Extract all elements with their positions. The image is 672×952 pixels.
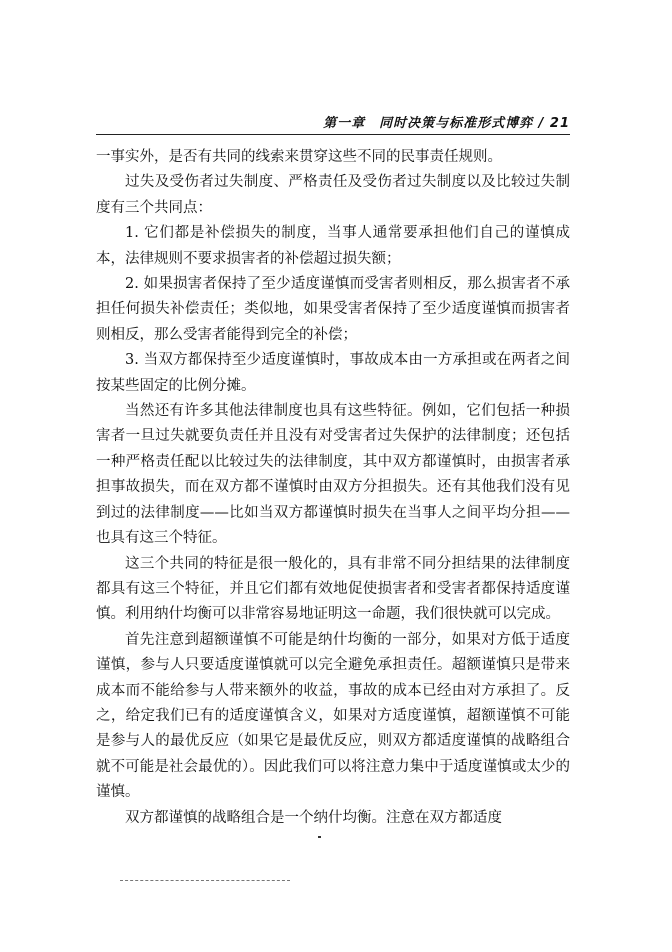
list-item: 2. 如果损害者保持了至少适度谨慎而受害者则相反，那么损害者不承担任何损失补偿责任；类似地，如果受害者保持了至少适度谨慎而损害者则相反，那么受害者能得到完全的补偿； — [96, 276, 570, 343]
list-item: 3. 当双方都保持至少适度谨慎时，事故成本由一方承担或在两者之间按某些固定的比例分摊。 — [96, 352, 570, 394]
scan-artifact-line — [120, 880, 290, 881]
paragraph: 这三个共同的特征是很一般化的，具有非常不同分担结果的法律制度都具有这三个特征，并且它们都有效地促使损害者和受害者都保持适度谨慎。利用纳什均衡可以非常容易地证明这一命题，我们很快就可以完成。 — [96, 555, 570, 623]
running-header — [96, 112, 570, 134]
chapter-running-head: 第一章 同时决策与标准形式博弈 / 21 — [323, 116, 570, 131]
list-item: 1. 它们都是补偿损失的制度，当事人通常要承担他们自己的谨慎成本，法律规则不要求损害者的补偿超过损失额； — [96, 225, 570, 267]
paragraph: 双方都谨慎的战略组合是一个纳什均衡。注意在双方都适度 — [125, 809, 502, 826]
page-body — [96, 145, 570, 831]
paragraph-continuation: 一事实外，是否有共同的线索来贯穿这些不同的民事责任规则。 — [96, 149, 502, 165]
paragraph: 过失及受伤者过失制度、严格责任及受伤者过失制度以及比较过失制度有三个共同点： — [96, 174, 570, 216]
scan-speck — [318, 836, 321, 838]
header-rule — [96, 134, 570, 135]
paragraph: 首先注意到超额谨慎不可能是纳什均衡的一部分，如果对方低于适度谨慎，参与人只要适度谨慎就可以完全避免承担责任。超额谨慎只是带来成本而不能给参与人带来额外的收益，事故的成本已经由对方承担了。反之，给定我们已有的适度谨慎含义，如果对方适度谨慎，超额谨慎不可能是参与人的最优反应（如果它是最优反应，则双方都适度谨慎的战略组合就不可能是社会最优的）。因此我们可以将注意力集中于适度谨慎或太少的谨慎。 — [96, 631, 570, 801]
paragraph: 当然还有许多其他法律制度也具有这些特征。例如，它们包括一种损害者一旦过失就要负责任并且没有对受害者过失保护的法律制度；还包括一种严格责任配以比较过失的法律制度，其中双方都谨慎时，由损害者承担事故损失，而在双方都不谨慎时由双方分担损失。还有其他我们没有见到过的法律制度——比如当双方都谨慎时损失在当事人之间平均分担——也具有这三个特征。 — [96, 403, 570, 547]
